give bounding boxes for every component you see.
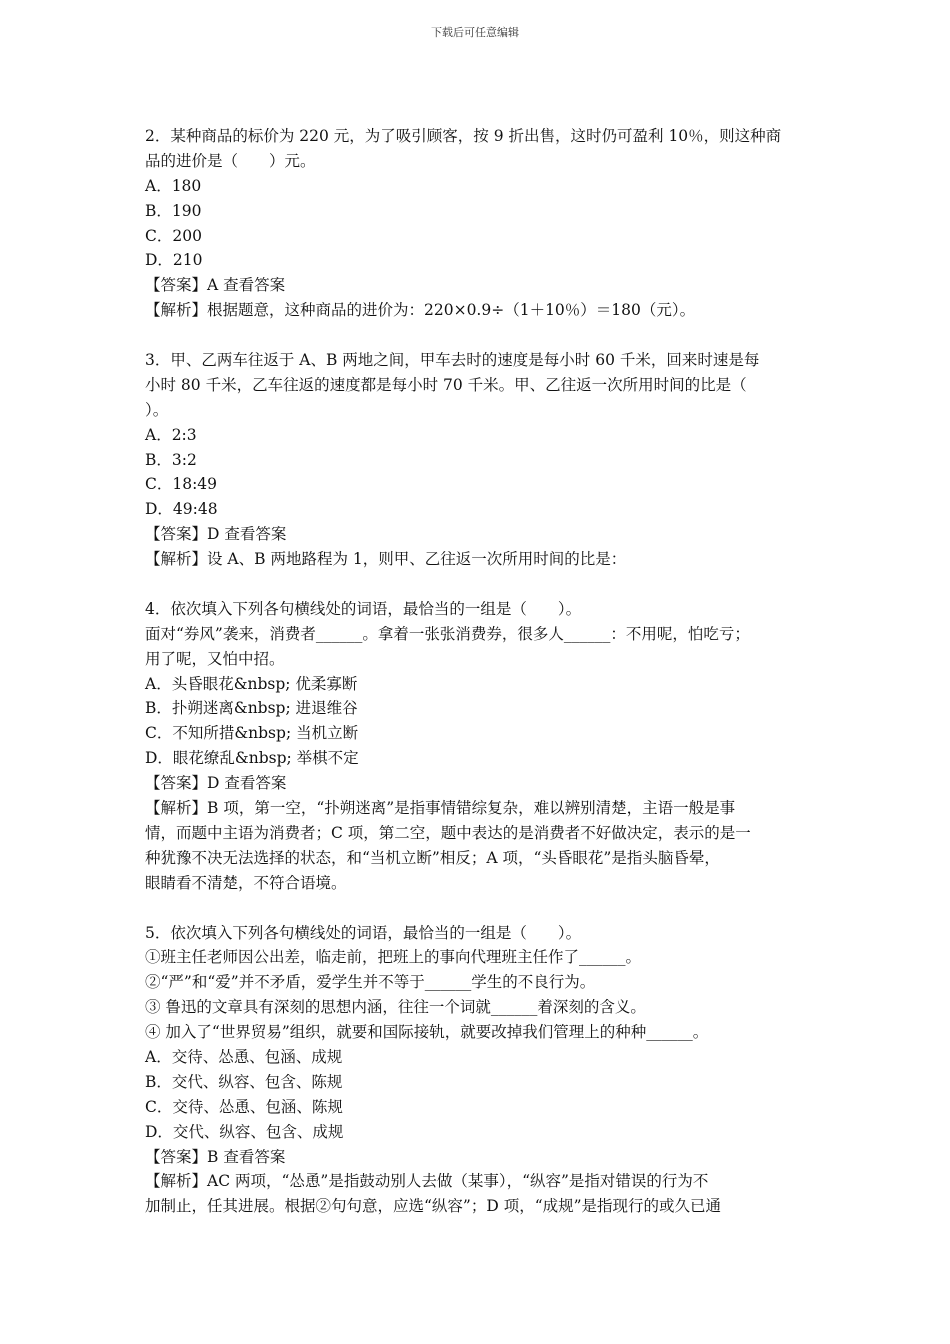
question-stem: 品的进价是（ ）元。 [145, 151, 316, 170]
answer-line: 【答案】D 查看答案 [145, 774, 287, 793]
option-c: C．交待、怂恿、包涵、陈规 [145, 1097, 343, 1116]
analysis-line: 种犹豫不决无法选择的状态，和“当机立断”相反；A 项，“头昏眼花”是指头脑昏晕， [145, 848, 720, 867]
question-3 [145, 348, 810, 572]
question-stem: 2．某种商品的标价为 220 元，为了吸引顾客，按 9 折出售，这时仍可盈利 10％，则这种商 [145, 127, 782, 145]
answer-line: 【答案】B 查看答案 [145, 1147, 286, 1166]
option-a: A．180 [145, 176, 202, 195]
option-c: C．不知所措&nbsp; 当机立断 [145, 724, 359, 743]
option-d: D．交代、纵容、包含、成规 [145, 1122, 344, 1141]
option-d: D．210 [145, 251, 203, 270]
sentence-4: ④ 加入了“世界贸易”组织，就要和国际接轨，就要改掉我们管理上的种种______。 [145, 1023, 709, 1042]
option-b: B．交代、纵容、包含、陈规 [145, 1072, 343, 1091]
question-4 [145, 597, 810, 896]
analysis-line: 【解析】B 项，第一空，“扑朔迷离”是指事情错综复杂，难以辨别清楚，主语一般是事 [145, 799, 736, 818]
question-stem: 用了呢，又怕中招。 [145, 649, 285, 668]
answer-line: 【答案】A 查看答案 [145, 276, 286, 295]
question-stem: 5．依次填入下列各句横线处的词语，最恰当的一组是（ ）。 [145, 923, 582, 942]
question-stem: 面对“券风”袭来，消费者______。拿着一张张消费券，很多人______：不用呢，怕吃亏； [145, 624, 750, 643]
paragraph-gap [145, 572, 810, 597]
option-b: B．扑朔迷离&nbsp; 进退维谷 [145, 699, 358, 718]
question-stem: ）。 [145, 400, 169, 419]
analysis-line: 【解析】AC 两项，“怂恿”是指鼓动别人去做（某事），“纵容”是指对错误的行为不 [145, 1172, 709, 1191]
sentence-1: ①班主任老师因公出差，临走前，把班上的事向代理班主任作了______。 [145, 948, 642, 967]
analysis-line: 【解析】根据题意，这种商品的进价为：220×0.9÷（1＋10％）＝180（元）。 [145, 301, 696, 320]
option-b: B．190 [145, 201, 202, 220]
question-5 [145, 921, 810, 1220]
question-stem: 小时 80 千米，乙车往返的速度都是每小时 70 千米。甲、乙往返一次所用时间的比是（ [145, 375, 747, 394]
page-header: 下载后可任意编辑 [431, 26, 519, 39]
paragraph-gap [145, 323, 810, 348]
paragraph-gap [145, 896, 810, 921]
analysis-line: 加制止，任其进展。根据②句句意，应选“纵容”；D 项，“成规”是指现行的或久已通 [145, 1197, 722, 1216]
question-2 [145, 124, 810, 323]
analysis-line: 眼睛看不清楚，不符合语境。 [145, 873, 347, 892]
option-d: D．49:48 [145, 500, 218, 519]
option-a: A．2:3 [145, 425, 197, 444]
sentence-2: ②“严”和“爱”并不矛盾，爱学生并不等于______学生的不良行为。 [145, 973, 596, 992]
option-a: A．交待、怂恿、包涵、成规 [145, 1047, 343, 1066]
option-c: C．200 [145, 226, 202, 245]
document-body [145, 124, 810, 1219]
option-a: A．头昏眼花&nbsp; 优柔寡断 [145, 674, 358, 693]
sentence-3: ③ 鲁迅的文章具有深刻的思想内涵，往往一个词就______着深刻的含义。 [145, 998, 646, 1017]
analysis-line: 【解析】设 A、B 两地路程为 1，则甲、乙往返一次所用时间的比是： [145, 550, 627, 569]
option-b: B．3:2 [145, 450, 197, 469]
analysis-line: 情，而题中主语为消费者；C 项，第二空，题中表达的是消费者不好做决定，表示的是一 [145, 823, 751, 842]
answer-line: 【答案】D 查看答案 [145, 525, 287, 544]
option-c: C．18:49 [145, 475, 218, 494]
question-stem: 4．依次填入下列各句横线处的词语，最恰当的一组是（ ）。 [145, 599, 582, 618]
option-d: D．眼花缭乱&nbsp; 举棋不定 [145, 749, 359, 768]
question-stem: 3．甲、乙两车往返于 A、B 两地之间，甲车去时的速度是每小时 60 千米，回来时速是每 [145, 351, 760, 370]
